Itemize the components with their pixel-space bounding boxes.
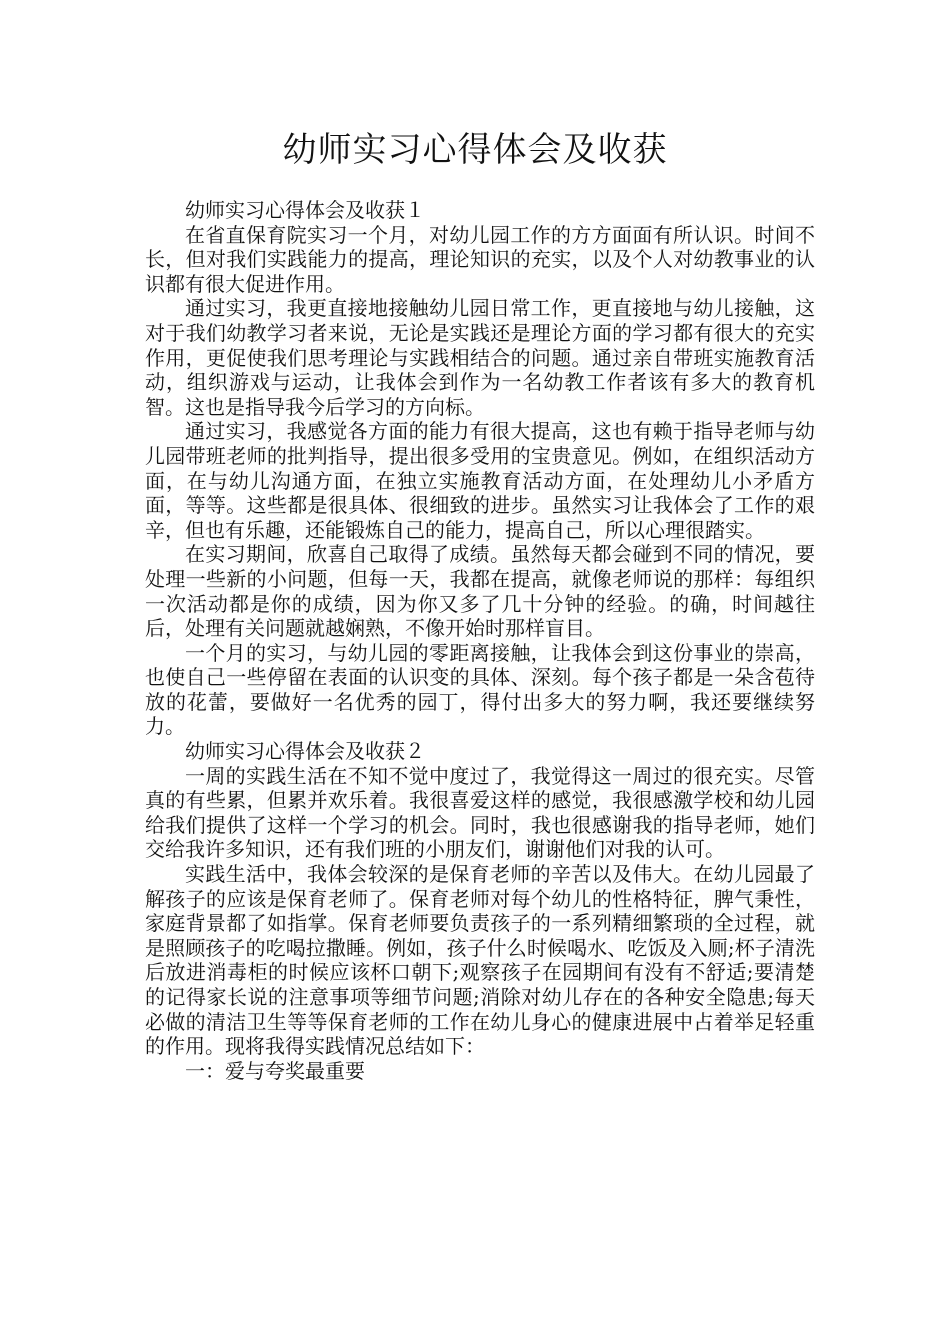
paragraph: 实践生活中，我体会较深的是保育老师的辛苦以及伟大。在幼儿园最了解孩子的应该是保育老师了。保育老师对每个幼儿的性格特征，脾气秉性，家庭背景都了如指掌。保育老师要负责孩子的一系列精细繁琐的全过程，就是照顾孩子的吃喝拉撒睡。例如，孩子什么时候喝水、吃饭及入厕;杯子清洗后放进消毒柜的时候应该杯口朝下;观察孩子在园期间有没有不舒适;要清楚的记得家长说的注意事项等细节问题;消除对幼儿存在的各种安全隐患;每天必做的清洁卫生等等保育老师的工作在幼儿身心的健康进展中占着举足轻重的作用。现将我得实践情况总结如下：	[145, 862, 815, 1059]
section-heading-2: 幼师实习心得体会及收获２	[185, 739, 425, 764]
subsection-heading: 一：爱与夸奖最重要	[185, 1058, 365, 1083]
paragraph: 通过实习，我感觉各方面的能力有很大提高，这也有赖于指导老师与幼儿园带班老师的批判指导，提出很多受用的宝贵意见。例如，在组织活动方面，在与幼儿沟通方面，在独立实施教育活动方面，在处理幼儿小矛盾方面，等等。这些都是很具体、很细致的进步。虽然实习让我体会了工作的艰辛，但也有乐趣，还能锻炼自己的能力，提高自己，所以心理很踏实。	[145, 419, 815, 542]
paragraph: 通过实习，我更直接地接触幼儿园日常工作，更直接地与幼儿接触，这对于我们幼教学习者来说，无论是实践还是理论方面的学习都有很大的充实作用，更促使我们思考理论与实践相结合的问题。通过亲自带班实施教育活动，组织游戏与运动，让我体会到作为一名幼教工作者该有多大的教育机智。这也是指导我今后学习的方向标。	[145, 296, 815, 419]
paragraph: 一个月的实习，与幼儿园的零距离接触，让我体会到这份事业的崇高，也使自己一些停留在表面的认识变的具体、深刻。每个孩子都是一朵含苞待放的花蕾，要做好一名优秀的园丁，得付出多大的努力啊，我还要继续努力。	[145, 640, 815, 739]
document-body	[145, 198, 815, 1083]
paragraph: 在实习期间，欣喜自己取得了成绩。虽然每天都会碰到不同的情况，要处理一些新的小问题，但每一天，我都在提高，就像老师说的那样：每组织一次活动都是你的成绩，因为你又多了几十分钟的经验。的确，时间越往后，处理有关问题就越娴熟，不像开始时那样盲目。	[145, 542, 815, 641]
paragraph: 一周的实践生活在不知不觉中度过了，我觉得这一周过的很充实。尽管真的有些累，但累并欢乐着。我很喜爱这样的感觉，我很感激学校和幼儿园给我们提供了这样一个学习的机会。同时，我也很感谢我的指导老师，她们交给我许多知识，还有我们班的小朋友们，谢谢他们对我的认可。	[145, 763, 815, 862]
section-heading-1: 幼师实习心得体会及收获１	[185, 198, 425, 222]
document-title: 幼师实习心得体会及收获	[282, 130, 668, 170]
paragraph: 在省直保育院实习一个月，对幼儿园工作的方方面面有所认识。时间不长，但对我们实践能力的提高，理论知识的充实，以及个人对幼教事业的认识都有很大促进作用。	[145, 222, 815, 296]
